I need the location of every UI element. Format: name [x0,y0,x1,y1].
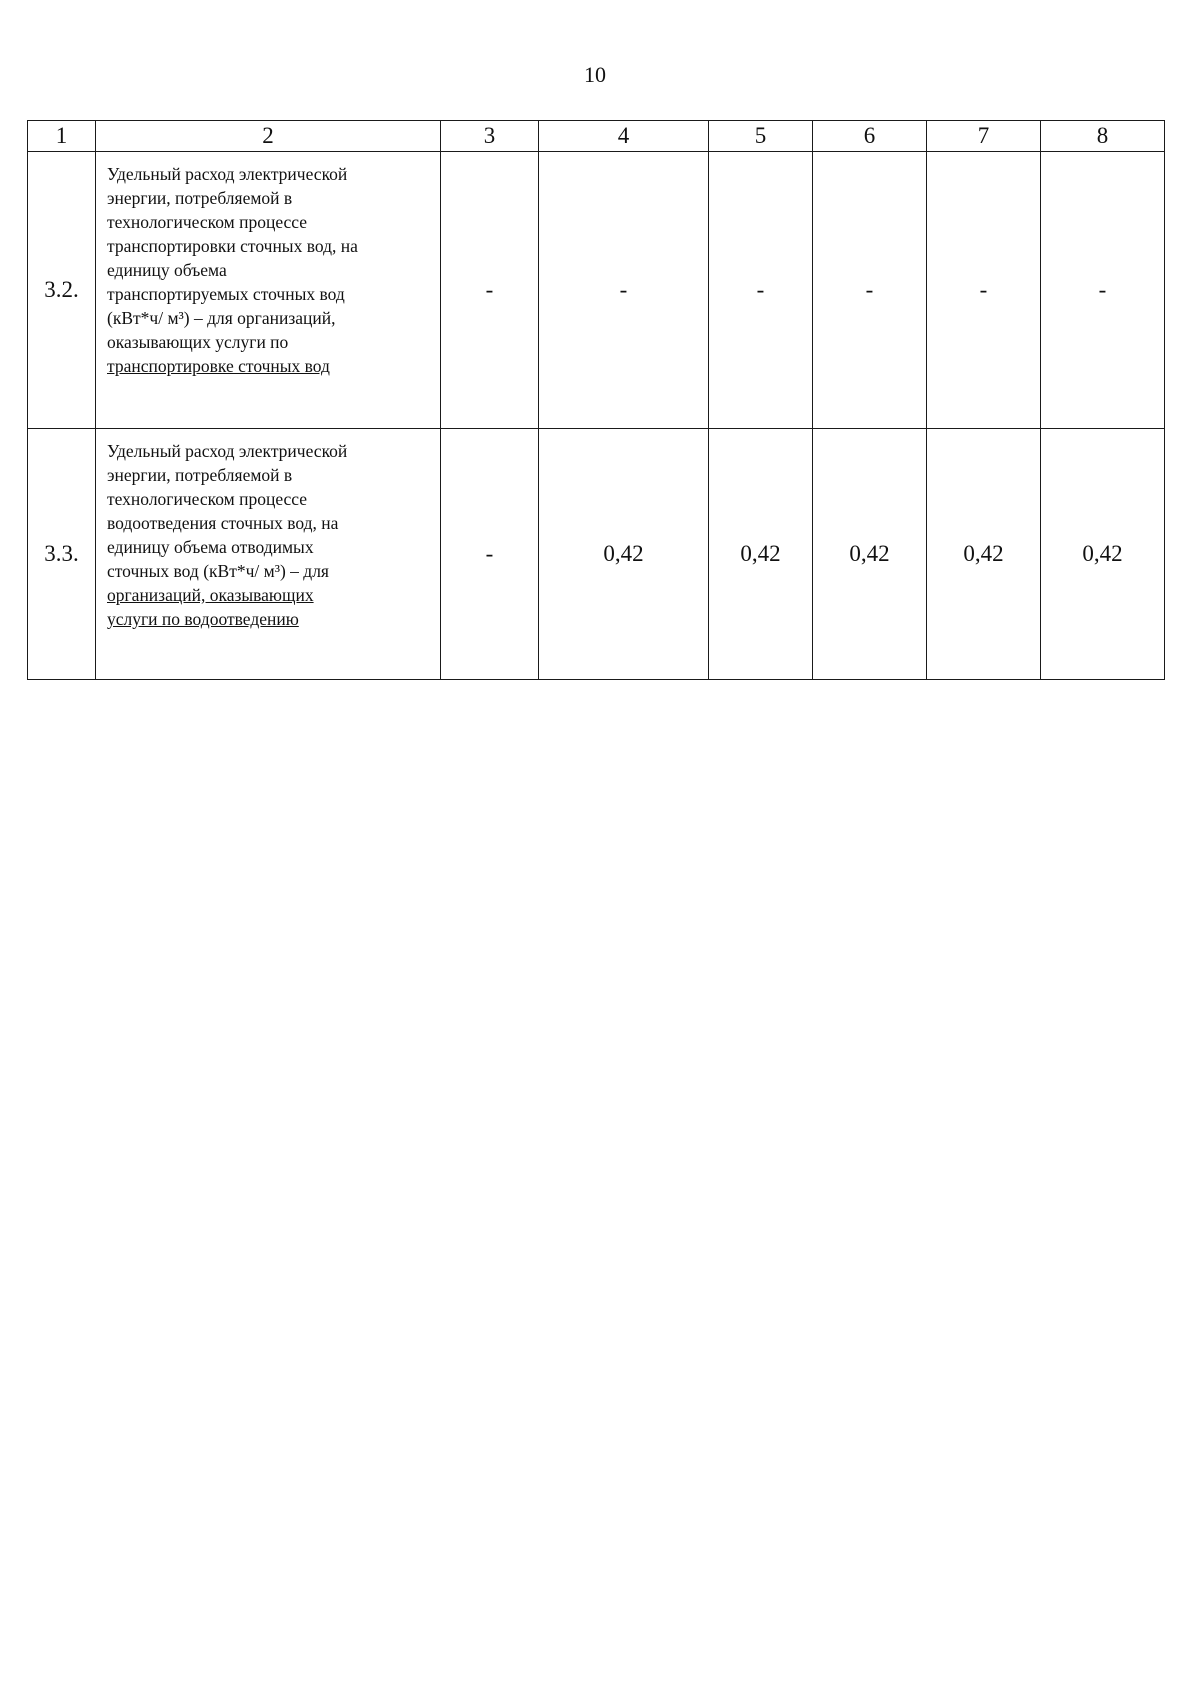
column-header-4: 4 [539,121,709,152]
description-line: услуги по водоотведению [107,609,299,629]
description-line: транспортировке сточных вод [107,356,330,376]
value-cell-col8: 0,42 [1041,429,1165,680]
description-line: Удельный расход электрической [107,441,348,461]
value-cell-col6: - [813,152,927,429]
description-line: оказывающих услуги по [107,332,289,352]
description-line: единицу объема отводимых [107,537,314,557]
row-number: 3.3. [28,429,96,680]
description-line: организаций, оказывающих [107,585,314,605]
description-line: энергии, потребляемой в [107,465,293,485]
page-number: 10 [584,62,606,87]
header-row [28,121,1165,152]
column-header-2: 2 [96,121,441,152]
description-line: водоотведения сточных вод, на [107,513,339,533]
description-line: единицу объема [107,260,227,280]
value-cell-col4: - [539,152,709,429]
value-cell-col5: 0,42 [709,429,813,680]
indicator-description [96,152,441,429]
description-line: транспортировки сточных вод, на [107,236,358,256]
value-cell-col3: - [441,152,539,429]
table-row [28,152,1165,429]
description-line: Удельный расход электрической [107,164,348,184]
indicator-description [96,429,441,680]
column-header-8: 8 [1041,121,1165,152]
column-header-3: 3 [441,121,539,152]
column-header-5: 5 [709,121,813,152]
row-number: 3.2. [28,152,96,429]
column-header-1: 1 [28,121,96,152]
value-cell-col8: - [1041,152,1165,429]
value-cell-col7: - [927,152,1041,429]
value-cell-col5: - [709,152,813,429]
value-cell-col6: 0,42 [813,429,927,680]
table-row [28,429,1165,680]
description-line: энергии, потребляемой в [107,188,293,208]
value-cell-col4: 0,42 [539,429,709,680]
value-cell-col7: 0,42 [927,429,1041,680]
description-line: технологическом процессе [107,212,308,232]
column-header-6: 6 [813,121,927,152]
description-line: сточных вод (кВт*ч/ м³) – для [107,561,329,581]
indicators-table [27,120,1165,680]
column-header-7: 7 [927,121,1041,152]
description-line: транспортируемых сточных вод [107,284,345,304]
description-line: (кВт*ч/ м³) – для организаций, [107,308,336,328]
description-line: технологическом процессе [107,489,308,509]
value-cell-col3: - [441,429,539,680]
